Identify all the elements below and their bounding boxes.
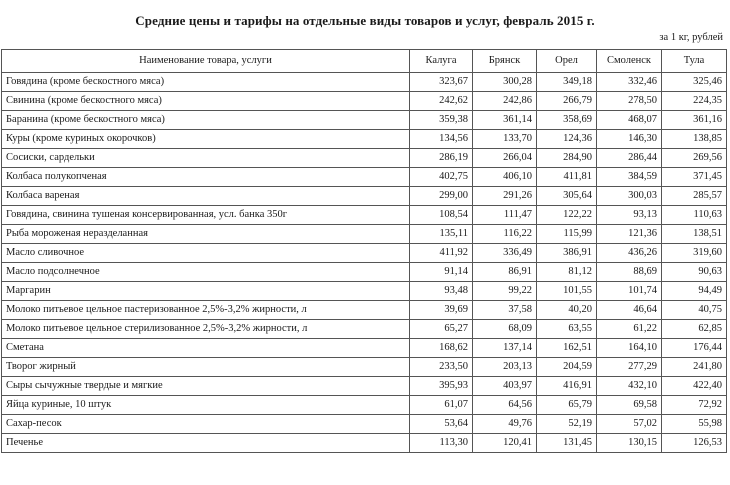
- table-row: [2, 339, 727, 358]
- price-cell-bryansk: 406,10: [473, 168, 537, 187]
- price-cell-kaluga: 359,38: [410, 111, 473, 130]
- product-name-cell: Баранина (кроме бескостного мяса): [2, 111, 410, 130]
- price-cell-bryansk: 68,09: [473, 320, 537, 339]
- price-cell-smolensk: 286,44: [597, 149, 662, 168]
- product-name-cell: Печенье: [2, 434, 410, 453]
- price-cell-orel: 305,64: [537, 187, 597, 206]
- product-name-cell: Молоко питьевое цельное стерилизованное 2,5%-3,2% жирности, л: [2, 320, 410, 339]
- price-cell-tula: 371,45: [662, 168, 727, 187]
- price-cell-bryansk: 300,28: [473, 73, 537, 92]
- price-cell-smolensk: 88,69: [597, 263, 662, 282]
- product-name-cell: Масло подсолнечное: [2, 263, 410, 282]
- price-cell-orel: 349,18: [537, 73, 597, 92]
- price-cell-tula: 319,60: [662, 244, 727, 263]
- table-row: [2, 377, 727, 396]
- unit-note: за 1 кг, рублей: [659, 32, 723, 43]
- price-cell-bryansk: 291,26: [473, 187, 537, 206]
- table-row: [2, 187, 727, 206]
- price-cell-tula: 422,40: [662, 377, 727, 396]
- price-cell-bryansk: 403,97: [473, 377, 537, 396]
- table-row: [2, 73, 727, 92]
- price-cell-tula: 176,44: [662, 339, 727, 358]
- price-cell-tula: 138,85: [662, 130, 727, 149]
- table-row: [2, 301, 727, 320]
- price-cell-orel: 284,90: [537, 149, 597, 168]
- price-cell-tula: 62,85: [662, 320, 727, 339]
- price-cell-orel: 101,55: [537, 282, 597, 301]
- price-cell-orel: 122,22: [537, 206, 597, 225]
- product-name-cell: Молоко питьевое цельное пастеризованное 2,5%-3,2% жирности, л: [2, 301, 410, 320]
- price-cell-kaluga: 323,67: [410, 73, 473, 92]
- product-name-cell: Сыры сычужные твердые и мягкие: [2, 377, 410, 396]
- price-cell-kaluga: 65,27: [410, 320, 473, 339]
- price-cell-bryansk: 133,70: [473, 130, 537, 149]
- price-cell-orel: 52,19: [537, 415, 597, 434]
- price-cell-bryansk: 116,22: [473, 225, 537, 244]
- price-cell-smolensk: 277,29: [597, 358, 662, 377]
- product-name-cell: Сметана: [2, 339, 410, 358]
- price-cell-orel: 204,59: [537, 358, 597, 377]
- table-row: [2, 206, 727, 225]
- price-cell-kaluga: 411,92: [410, 244, 473, 263]
- table-row: [2, 358, 727, 377]
- price-cell-tula: 126,53: [662, 434, 727, 453]
- product-name-cell: Сахар-песок: [2, 415, 410, 434]
- price-cell-orel: 266,79: [537, 92, 597, 111]
- price-cell-smolensk: 300,03: [597, 187, 662, 206]
- price-cell-tula: 241,80: [662, 358, 727, 377]
- price-cell-smolensk: 93,13: [597, 206, 662, 225]
- header-tula: Тула: [662, 50, 727, 73]
- price-cell-orel: 386,91: [537, 244, 597, 263]
- price-cell-tula: 110,63: [662, 206, 727, 225]
- product-name-cell: Рыба мороженая неразделанная: [2, 225, 410, 244]
- price-cell-smolensk: 121,36: [597, 225, 662, 244]
- price-cell-tula: 90,63: [662, 263, 727, 282]
- product-name-cell: Колбаса вареная: [2, 187, 410, 206]
- table-row: [2, 111, 727, 130]
- price-cell-kaluga: 39,69: [410, 301, 473, 320]
- price-cell-kaluga: 242,62: [410, 92, 473, 111]
- table-row: [2, 415, 727, 434]
- price-cell-bryansk: 111,47: [473, 206, 537, 225]
- price-cell-orel: 81,12: [537, 263, 597, 282]
- price-cell-tula: 285,57: [662, 187, 727, 206]
- price-cell-smolensk: 146,30: [597, 130, 662, 149]
- price-cell-tula: 325,46: [662, 73, 727, 92]
- price-cell-smolensk: 432,10: [597, 377, 662, 396]
- product-name-cell: Свинина (кроме бескостного мяса): [2, 92, 410, 111]
- price-cell-kaluga: 93,48: [410, 282, 473, 301]
- price-cell-smolensk: 46,64: [597, 301, 662, 320]
- table-row: [2, 225, 727, 244]
- price-cell-orel: 40,20: [537, 301, 597, 320]
- price-cell-orel: 131,45: [537, 434, 597, 453]
- product-name-cell: Яйца куриные, 10 штук: [2, 396, 410, 415]
- price-cell-tula: 224,35: [662, 92, 727, 111]
- price-table: [1, 49, 727, 453]
- price-cell-kaluga: 91,14: [410, 263, 473, 282]
- price-cell-bryansk: 203,13: [473, 358, 537, 377]
- price-cell-kaluga: 286,19: [410, 149, 473, 168]
- price-cell-kaluga: 233,50: [410, 358, 473, 377]
- price-cell-kaluga: 53,64: [410, 415, 473, 434]
- price-cell-orel: 416,91: [537, 377, 597, 396]
- header-kaluga: Калуга: [410, 50, 473, 73]
- price-cell-bryansk: 242,86: [473, 92, 537, 111]
- price-cell-bryansk: 64,56: [473, 396, 537, 415]
- price-cell-smolensk: 332,46: [597, 73, 662, 92]
- price-cell-kaluga: 402,75: [410, 168, 473, 187]
- product-name-cell: Масло сливочное: [2, 244, 410, 263]
- price-cell-smolensk: 468,07: [597, 111, 662, 130]
- price-cell-bryansk: 266,04: [473, 149, 537, 168]
- price-cell-tula: 361,16: [662, 111, 727, 130]
- table-header-row: [2, 50, 727, 73]
- price-cell-orel: 124,36: [537, 130, 597, 149]
- price-cell-tula: 269,56: [662, 149, 727, 168]
- price-cell-bryansk: 49,76: [473, 415, 537, 434]
- product-name-cell: Творог жирный: [2, 358, 410, 377]
- product-name-cell: Куры (кроме куриных окорочков): [2, 130, 410, 149]
- table-row: [2, 149, 727, 168]
- price-cell-tula: 138,51: [662, 225, 727, 244]
- price-cell-kaluga: 168,62: [410, 339, 473, 358]
- header-bryansk: Брянск: [473, 50, 537, 73]
- price-cell-tula: 72,92: [662, 396, 727, 415]
- price-cell-bryansk: 86,91: [473, 263, 537, 282]
- price-cell-kaluga: 395,93: [410, 377, 473, 396]
- product-name-cell: Колбаса полукопченая: [2, 168, 410, 187]
- product-name-cell: Маргарин: [2, 282, 410, 301]
- price-cell-tula: 55,98: [662, 415, 727, 434]
- price-cell-orel: 115,99: [537, 225, 597, 244]
- table-row: [2, 263, 727, 282]
- page-title: Средние цены и тарифы на отдельные виды товаров и услуг, февраль 2015 г.: [135, 13, 595, 28]
- price-cell-kaluga: 135,11: [410, 225, 473, 244]
- price-cell-orel: 63,55: [537, 320, 597, 339]
- table-row: [2, 282, 727, 301]
- price-cell-kaluga: 134,56: [410, 130, 473, 149]
- price-cell-smolensk: 69,58: [597, 396, 662, 415]
- price-cell-bryansk: 99,22: [473, 282, 537, 301]
- header-orel: Орел: [537, 50, 597, 73]
- price-cell-kaluga: 61,07: [410, 396, 473, 415]
- price-cell-tula: 94,49: [662, 282, 727, 301]
- price-cell-orel: 411,81: [537, 168, 597, 187]
- price-cell-kaluga: 299,00: [410, 187, 473, 206]
- price-cell-kaluga: 108,54: [410, 206, 473, 225]
- price-cell-bryansk: 37,58: [473, 301, 537, 320]
- table-row: [2, 396, 727, 415]
- table-row: [2, 130, 727, 149]
- price-cell-smolensk: 436,26: [597, 244, 662, 263]
- product-name-cell: Говядина (кроме бескостного мяса): [2, 73, 410, 92]
- table-row: [2, 92, 727, 111]
- price-cell-smolensk: 101,74: [597, 282, 662, 301]
- product-name-cell: Говядина, свинина тушеная консервированная, усл. банка 350г: [2, 206, 410, 225]
- price-cell-bryansk: 137,14: [473, 339, 537, 358]
- price-cell-kaluga: 113,30: [410, 434, 473, 453]
- price-cell-bryansk: 120,41: [473, 434, 537, 453]
- price-cell-smolensk: 57,02: [597, 415, 662, 434]
- price-cell-tula: 40,75: [662, 301, 727, 320]
- price-cell-bryansk: 361,14: [473, 111, 537, 130]
- header-product: Наименование товара, услуги: [2, 50, 410, 73]
- header-smolensk: Смоленск: [597, 50, 662, 73]
- price-cell-smolensk: 130,15: [597, 434, 662, 453]
- price-cell-smolensk: 164,10: [597, 339, 662, 358]
- price-cell-orel: 162,51: [537, 339, 597, 358]
- price-cell-smolensk: 278,50: [597, 92, 662, 111]
- table-row: [2, 168, 727, 187]
- table-row: [2, 434, 727, 453]
- product-name-cell: Сосиски, сардельки: [2, 149, 410, 168]
- price-cell-bryansk: 336,49: [473, 244, 537, 263]
- price-cell-smolensk: 384,59: [597, 168, 662, 187]
- price-cell-orel: 358,69: [537, 111, 597, 130]
- table-row: [2, 244, 727, 263]
- price-cell-smolensk: 61,22: [597, 320, 662, 339]
- price-cell-orel: 65,79: [537, 396, 597, 415]
- table-body: [2, 73, 727, 453]
- table-row: [2, 320, 727, 339]
